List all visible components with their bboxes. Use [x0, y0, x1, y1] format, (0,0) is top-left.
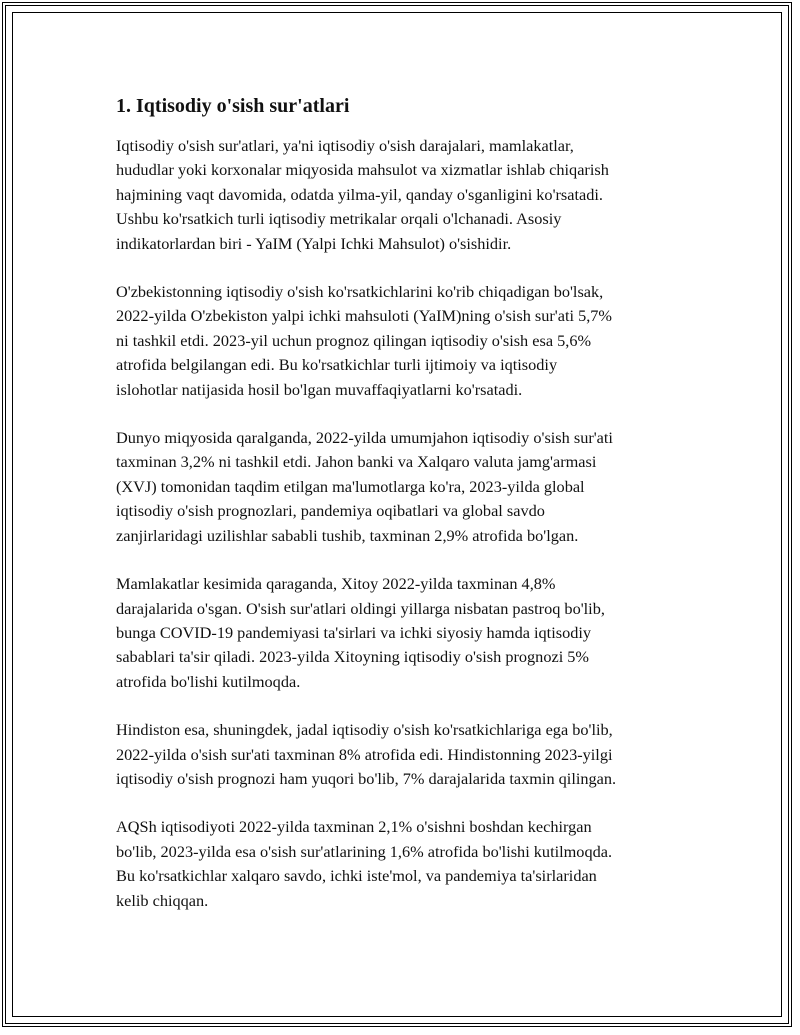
paragraph-china: Mamlakatlar kesimida qaraganda, Xitoy 2022-yilda taxminan 4,8% darajalarida o'sgan. O'sish sur'atlari oldingi yillarga nisbatan pastroq bo'lib, bunga COVID-19 pandemiyasi ta'sirlari va ichki siyosiy hamda iqtisodiy sabablari ta'sir qiladi. 2023-yilda Xitoyning iqtisodiy o'sish prognozi 5% atrofida bo'lishi kutilmoqda.: [116, 574, 605, 691]
paragraph-uzbekistan: O'zbekistonning iqtisodiy o'sish ko'rsatkichlarini ko'rib chiqadigan bo'lsak, 2022-yilda O'zbekiston yalpi ichki mahsuloti (YaIM)ning o'sish sur'ati 5,7% ni tashkil etdi. 2023-yil uchun prognoz qilingan iqtisodiy o'sish esa 5,6% atrofida belgilangan edi. Bu ko'rsatkichlar turli ijtimoiy va iqtisodiy islohotlar natijasida hosil bo'lgan muvaffaqiyatlarni ko'rsatadi.: [116, 282, 612, 399]
paragraph-world: Dunyo miqyosida qaralganda, 2022-yilda umumjahon iqtisodiy o'sish sur'ati taxminan 3,2% ni tashkil etdi. Jahon banki va Xalqaro valuta jamg'armasi (XVJ) tomonidan taqdim etilgan ma'lumotlarga ko'ra, 2023-yilda global iqtisodiy o'sish prognozlari, pandemiya oqibatlari va global savdo zanjirlaridagi uzilishlar sababli tushib, taxminan 2,9% atrofida bo'lgan.: [116, 428, 613, 545]
document-body: [116, 92, 696, 937]
paragraph-definition: Iqtisodiy o'sish sur'atlari, ya'ni iqtisodiy o'sish darajalari, mamlakatlar, hududlar yoki korxonalar miqyosida mahsulot va xizmatlar ishlab chiqarish hajmining vaqt davomida, odatda yilma-yil, qanday o'sganligini ko'rsatadi. Ushbu ko'rsatkich turli iqtisodiy metrikalar orqali o'lchanadi. Asosiy indikatorlardan biri - YaIM (Yalpi Ichki Mahsulot) o'sishidir.: [116, 136, 609, 253]
paragraph-india: Hindiston esa, shuningdek, jadal iqtisodiy o'sish ko'rsatkichlariga ega bo'lib, 2022-yilda o'sish sur'ati taxminan 8% atrofida edi. Hindistonning 2023-yilgi iqtisodiy o'sish prognozi ham yuqori bo'lib, 7% darajalarida taxmin qilingan.: [116, 720, 617, 788]
paragraph-usa: AQSh iqtisodiyoti 2022-yilda taxminan 2,1% o'sishni boshdan kechirgan bo'lib, 2023-yilda esa o'sish sur'atlarining 1,6% atrofida bo'lishi kutilmoqda. Bu ko'rsatkichlar xalqaro savdo, ichki iste'mol, va pandemiya ta'sirlaridan kelib chiqqan.: [116, 817, 613, 910]
section-heading: 1. Iqtisodiy o'sish sur'atlari: [116, 95, 350, 117]
